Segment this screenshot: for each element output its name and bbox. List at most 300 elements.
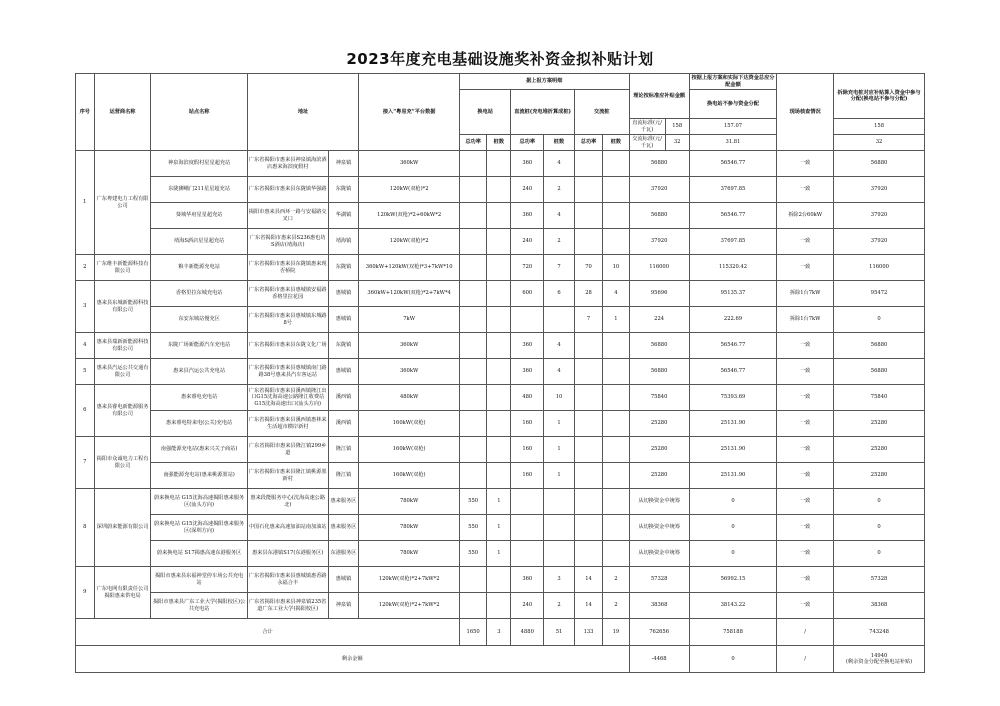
- remain-theory: -4468: [629, 646, 689, 673]
- alloc-cell: 56546.77: [689, 359, 777, 385]
- ac-power-cell: [574, 515, 602, 541]
- table-row: [76, 255, 925, 281]
- ac-power-cell: [574, 177, 602, 203]
- station-cell: 南强能源充电站(惠来桃源墨站): [151, 463, 247, 489]
- total-alloc: 758188: [689, 619, 777, 646]
- alloc-cell: 95135.37: [689, 281, 777, 307]
- col-plan-detail: 据上报方案明细: [459, 74, 629, 90]
- swap-power-cell: 550: [459, 541, 486, 567]
- ac-power-cell: 7: [574, 307, 602, 333]
- swap-power-cell: [459, 177, 486, 203]
- ac-std-amt: 31.81: [689, 135, 777, 151]
- final-cell: 0: [834, 515, 925, 541]
- ac-count-cell: 1: [603, 307, 629, 333]
- final-cell: 0: [834, 489, 925, 515]
- platform-cell: 120kW(双枪)*2+60kW*2: [359, 203, 460, 229]
- swap-power-cell: 550: [459, 489, 486, 515]
- ac-count-cell: [603, 359, 629, 385]
- col-dc: 直流桩(充电堆折算成桩): [511, 90, 574, 135]
- town-cell: 东陇镇: [328, 333, 359, 359]
- dc-power-cell: [511, 515, 544, 541]
- table-row: [76, 489, 925, 515]
- final-cell: 56880: [834, 333, 925, 359]
- swap-count-cell: 1: [487, 541, 511, 567]
- platform-cell: 160kW(双枪): [359, 463, 460, 489]
- seq-cell: 7: [76, 437, 95, 489]
- col-inspect: 现场核查情况: [777, 74, 834, 151]
- ac-count-cell: [603, 151, 629, 177]
- col-theory: 理论按标准应补贴金额: [629, 74, 689, 119]
- address-cell: 广东省揭阳市惠来县东陇镇华强路: [247, 177, 328, 203]
- address-cell: 广东省揭阳市惠来县惠城镇惠香路永福合丰: [247, 567, 328, 593]
- ac-count-cell: [603, 333, 629, 359]
- ac-count-cell: [603, 203, 629, 229]
- table-row: [76, 177, 925, 203]
- final-cell: 56880: [834, 151, 925, 177]
- town-cell: 惠城镇: [328, 281, 359, 307]
- inspect-cell: 一致: [777, 177, 834, 203]
- col-seq: 序号: [76, 74, 95, 151]
- town-cell: 神泉镇: [328, 593, 359, 619]
- dc-count-cell: 1: [544, 411, 575, 437]
- seq-cell: 3: [76, 281, 95, 333]
- subsidy-plan-table: [75, 73, 925, 673]
- ac-count-cell: 2: [603, 567, 629, 593]
- address-cell: 揭阳市惠来县西环一路与安福路交叉口: [247, 203, 328, 229]
- ac-power-cell: [574, 489, 602, 515]
- operator-cell: 广东维丰新能源科技有限公司: [94, 255, 151, 281]
- final-dc: 158: [834, 119, 925, 135]
- swap-power-cell: [459, 307, 486, 333]
- town-cell: 东陇镇: [328, 255, 359, 281]
- swap-count-cell: [487, 437, 511, 463]
- final-cell: 25280: [834, 437, 925, 463]
- address-cell: 广东省揭阳市惠来县惠城镇东城路8号: [247, 307, 328, 333]
- dc-power-cell: 360: [511, 567, 544, 593]
- total-ac-count: 19: [603, 619, 629, 646]
- final-cell: 95472: [834, 281, 925, 307]
- station-cell: 惠来睿电特来电(公关)充电站: [151, 411, 247, 437]
- theory-cell: 25280: [629, 463, 689, 489]
- dc-count-cell: 7: [544, 255, 575, 281]
- seq-cell: 9: [76, 567, 95, 619]
- dc-power-cell: [511, 541, 544, 567]
- swap-power-cell: [459, 567, 486, 593]
- address-cell: 广东省揭阳市惠来县神泉镇235省道广东工业大学(揭阳校区): [247, 593, 328, 619]
- final-cell: 75840: [834, 385, 925, 411]
- ac-count-cell: [603, 515, 629, 541]
- ac-power-cell: [574, 541, 602, 567]
- swap-power-cell: [459, 255, 486, 281]
- town-cell: 东陇镇: [328, 177, 359, 203]
- table-row: [76, 281, 925, 307]
- remain-inspect: /: [777, 646, 834, 673]
- total-ac-power: 133: [574, 619, 602, 646]
- alloc-cell: 56546.77: [689, 203, 777, 229]
- col-alloc: 按据上报方案和实际下达资金总应分配金额: [689, 74, 777, 90]
- dc-count-head: 桩数: [544, 135, 575, 151]
- theory-cell: 116000: [629, 255, 689, 281]
- table-row: [76, 359, 925, 385]
- theory-cell: 95696: [629, 281, 689, 307]
- swap-count-cell: [487, 203, 511, 229]
- alloc-cell: 75393.69: [689, 385, 777, 411]
- platform-cell: 360kW: [359, 359, 460, 385]
- table-row: [76, 333, 925, 359]
- ac-count-cell: 10: [603, 255, 629, 281]
- operator-cell: 广东电网有限责任公司揭阳惠来供电局: [94, 567, 151, 619]
- address-cell: 广东省揭阳市惠来县东陇镇惠来现否桥院: [247, 255, 328, 281]
- ac-count-cell: [603, 229, 629, 255]
- inspect-cell: 一致: [777, 567, 834, 593]
- table-row: [76, 567, 925, 593]
- ac-count-cell: [603, 489, 629, 515]
- operator-cell: 揭阳市众诚电力工程有限公司: [94, 437, 151, 489]
- swap-count-cell: [487, 307, 511, 333]
- dc-power-cell: 240: [511, 229, 544, 255]
- swap-count-head: 桩数: [487, 135, 511, 151]
- alloc-cell: 0: [689, 515, 777, 541]
- ac-count-cell: [603, 541, 629, 567]
- seq-cell: 1: [76, 151, 95, 255]
- town-cell: 惠城镇: [328, 567, 359, 593]
- swap-power-head: 总功率: [459, 135, 486, 151]
- ac-power-cell: 14: [574, 593, 602, 619]
- inspect-cell: 拆除1台7kW: [777, 281, 834, 307]
- town-cell: 华湖镇: [328, 203, 359, 229]
- remain-row: [76, 646, 925, 673]
- swap-power-cell: [459, 411, 486, 437]
- theory-cell: 从切换资金中统筹: [629, 541, 689, 567]
- ac-power-cell: [574, 411, 602, 437]
- platform-cell: 160kW(双枪): [359, 437, 460, 463]
- col-alloc-sub: 换电站不参与资金分配: [689, 90, 777, 119]
- dc-power-cell: 360: [511, 151, 544, 177]
- platform-cell: 360kW: [359, 333, 460, 359]
- alloc-cell: 0: [689, 489, 777, 515]
- theory-cell: 75840: [629, 385, 689, 411]
- total-row: [76, 619, 925, 646]
- swap-power-cell: [459, 281, 486, 307]
- ac-std-label: 交流标准(元/千瓦): [629, 135, 665, 151]
- ac-power-cell: [574, 437, 602, 463]
- ac-power-head: 总功率: [574, 135, 602, 151]
- dc-power-cell: 240: [511, 593, 544, 619]
- town-cell: 惠城镇: [328, 359, 359, 385]
- final-cell: 37920: [834, 177, 925, 203]
- station-cell: 东陇广场新能源汽车充电站: [151, 333, 247, 359]
- theory-cell: 25280: [629, 437, 689, 463]
- final-cell: 57328: [834, 567, 925, 593]
- town-cell: 惠城镇: [328, 307, 359, 333]
- theory-cell: 56880: [629, 151, 689, 177]
- inspect-cell: 一致: [777, 255, 834, 281]
- table-row: [76, 593, 925, 619]
- ac-power-cell: [574, 151, 602, 177]
- town-cell: 溪西镇: [328, 385, 359, 411]
- dc-count-cell: [544, 541, 575, 567]
- seq-cell: 4: [76, 333, 95, 359]
- address-cell: 广东省揭阳市惠来县惠城镇安福路香格里拉花园: [247, 281, 328, 307]
- ac-power-cell: [574, 203, 602, 229]
- table-row: [76, 411, 925, 437]
- operator-cell: 广东粤建电力工程有限公司: [94, 151, 151, 255]
- platform-cell: 360kW+120kW(双枪)*2+7kW*4: [359, 281, 460, 307]
- dc-count-cell: 4: [544, 333, 575, 359]
- remain-alloc: 0: [689, 646, 777, 673]
- ac-count-cell: [603, 385, 629, 411]
- ac-count-cell: 2: [603, 593, 629, 619]
- table-row: [76, 515, 925, 541]
- ac-power-cell: [574, 229, 602, 255]
- address-cell: 广东省揭阳市惠来县溪西镇隆江出口G15沈海高速公路隆江收费站G15沈海高速出口(汕头方向): [247, 385, 328, 411]
- total-swap-count: 3: [487, 619, 511, 646]
- theory-cell: 56880: [629, 359, 689, 385]
- swap-count-cell: [487, 385, 511, 411]
- alloc-cell: 115320.42: [689, 255, 777, 281]
- town-cell: 惠来服务区: [328, 515, 359, 541]
- inspect-cell: 一致: [777, 489, 834, 515]
- platform-cell: 160kW(双枪): [359, 411, 460, 437]
- table-row: [76, 385, 925, 411]
- ac-count-head: 桩数: [603, 135, 629, 151]
- final-cell: 0: [834, 307, 925, 333]
- inspect-cell: 一致: [777, 541, 834, 567]
- dc-count-cell: 2: [544, 593, 575, 619]
- ac-power-cell: 14: [574, 567, 602, 593]
- platform-cell: 480kW: [359, 385, 460, 411]
- header-row: [76, 74, 925, 90]
- seq-cell: 5: [76, 359, 95, 385]
- inspect-cell: 一致: [777, 229, 834, 255]
- theory-cell: 56880: [629, 333, 689, 359]
- swap-power-cell: [459, 229, 486, 255]
- swap-power-cell: [459, 203, 486, 229]
- operator-cell: 惠来县东城新能源科技有限公司: [94, 281, 151, 333]
- station-cell: 东安东城站慢充区: [151, 307, 247, 333]
- dc-power-cell: 160: [511, 437, 544, 463]
- ac-power-cell: [574, 359, 602, 385]
- theory-cell: 56880: [629, 203, 689, 229]
- station-cell: 东陇狮峨门211星星超充站: [151, 177, 247, 203]
- table-row: [76, 203, 925, 229]
- dc-power-cell: 360: [511, 359, 544, 385]
- swap-count-cell: [487, 281, 511, 307]
- inspect-cell: 一致: [777, 151, 834, 177]
- swap-count-cell: [487, 229, 511, 255]
- dc-power-cell: 360: [511, 333, 544, 359]
- address-cell: 惠来县东港镇S17(东港服务区): [247, 541, 328, 567]
- ac-count-cell: 4: [603, 281, 629, 307]
- town-cell: 神泉镇: [328, 151, 359, 177]
- theory-cell: 37920: [629, 229, 689, 255]
- col-operator: 运营商名称: [94, 74, 151, 151]
- total-label: 合计: [76, 619, 460, 646]
- platform-cell: 120kW(双枪)*2: [359, 229, 460, 255]
- dc-power-cell: [511, 307, 544, 333]
- alloc-cell: 25131.90: [689, 411, 777, 437]
- platform-cell: 360kW+120kW(双枪)*3+7kW*10: [359, 255, 460, 281]
- swap-power-cell: 550: [459, 515, 486, 541]
- final-cell: 0: [834, 541, 925, 567]
- platform-cell: 780kW: [359, 515, 460, 541]
- swap-power-cell: [459, 463, 486, 489]
- swap-count-cell: 1: [487, 515, 511, 541]
- station-cell: 葵城华府星星超充站: [151, 203, 247, 229]
- inspect-cell: 一致: [777, 359, 834, 385]
- theory-cell: 224: [629, 307, 689, 333]
- total-dc-power: 4880: [511, 619, 544, 646]
- station-cell: 惠来县汽运公共充电站: [151, 359, 247, 385]
- address-cell: 广东省揭阳市惠来县惠城镇南门路路38号惠来县汽车客运站: [247, 359, 328, 385]
- final-cell: 116000: [834, 255, 925, 281]
- inspect-cell: 一致: [777, 437, 834, 463]
- dc-power-cell: 160: [511, 411, 544, 437]
- swap-count-cell: [487, 593, 511, 619]
- dc-count-cell: [544, 515, 575, 541]
- table-row: [76, 307, 925, 333]
- inspect-cell: 拆除2台60kW: [777, 203, 834, 229]
- dc-power-cell: 720: [511, 255, 544, 281]
- table-row: [76, 541, 925, 567]
- col-platform: 接入“粤易充”平台数据: [359, 74, 460, 151]
- platform-cell: 120kW(双枪)*2+7kW*2: [359, 567, 460, 593]
- ac-count-cell: [603, 437, 629, 463]
- ac-power-cell: 70: [574, 255, 602, 281]
- swap-power-cell: [459, 359, 486, 385]
- inspect-cell: 一致: [777, 411, 834, 437]
- inspect-cell: 一致: [777, 463, 834, 489]
- final-cell: 37920: [834, 203, 925, 229]
- inspect-cell: 拆除1台7kW: [777, 307, 834, 333]
- station-cell: 南强能源充电站(惠来兴关子商站): [151, 437, 247, 463]
- final-cell: 37920: [834, 229, 925, 255]
- swap-power-cell: [459, 333, 486, 359]
- operator-cell: 惠来县汽运公共交通有限公司: [94, 359, 151, 385]
- station-cell: 蔚来换电站 G15沈海高速揭阳惠来服务区(深圳方向): [151, 515, 247, 541]
- ac-count-cell: [603, 411, 629, 437]
- station-cell: 蔚来换电站 G15沈海高速揭阳惠来服务区(汕头方向): [151, 489, 247, 515]
- ac-count-cell: [603, 177, 629, 203]
- theory-cell: 38368: [629, 593, 689, 619]
- platform-cell: 7kW: [359, 307, 460, 333]
- station-cell: 揭阳市惠来县东福神堂停车场公共充电站: [151, 567, 247, 593]
- alloc-cell: 56546.77: [689, 151, 777, 177]
- total-swap-power: 1650: [459, 619, 486, 646]
- town-cell: 惠来服务区: [328, 489, 359, 515]
- swap-count-cell: [487, 359, 511, 385]
- address-cell: 广东省揭阳市惠来县神泉镇海滨酒店惠来海滨度假村: [247, 151, 328, 177]
- total-theory: 762656: [629, 619, 689, 646]
- alloc-cell: 38143.22: [689, 593, 777, 619]
- final-cell: 38368: [834, 593, 925, 619]
- seq-cell: 8: [76, 489, 95, 567]
- station-cell: 香格里拉东城充电站: [151, 281, 247, 307]
- col-final: 拆除充电桩对应补贴算入资金中参与分配(换电站不参与分配): [834, 74, 925, 119]
- page-title: 2023年度充电基础设施奖补资金拟补贴计划: [346, 50, 654, 68]
- dc-count-cell: [544, 489, 575, 515]
- table-row: [76, 463, 925, 489]
- remain-final: 14940 (剩余资金分配至换电站补贴): [834, 646, 925, 673]
- col-station: 站点名称: [151, 74, 247, 151]
- platform-cell: 780kW: [359, 541, 460, 567]
- alloc-cell: 56546.77: [689, 333, 777, 359]
- operator-cell: 惠来县瑞新新能源科技有限公司: [94, 333, 151, 359]
- swap-count-cell: [487, 463, 511, 489]
- operator-cell: 惠来县睿电新能源服务有限公司: [94, 385, 151, 437]
- dc-std: 158: [665, 119, 689, 135]
- theory-cell: 25280: [629, 411, 689, 437]
- total-final: 743248: [834, 619, 925, 646]
- swap-power-cell: [459, 437, 486, 463]
- alloc-cell: 25131.90: [689, 463, 777, 489]
- address-cell: 广东省揭阳市惠来县溪西镇惠林来生活超市横岸新村: [247, 411, 328, 437]
- dc-count-cell: 4: [544, 203, 575, 229]
- ac-power-cell: 28: [574, 281, 602, 307]
- alloc-cell: 222.69: [689, 307, 777, 333]
- dc-power-head: 总功率: [511, 135, 544, 151]
- swap-power-cell: [459, 385, 486, 411]
- dc-count-cell: 1: [544, 463, 575, 489]
- operator-cell: 深圳蔚来能源有限公司: [94, 489, 151, 567]
- dc-count-cell: 2: [544, 229, 575, 255]
- total-inspect: /: [777, 619, 834, 646]
- ac-std: 32: [665, 135, 689, 151]
- dc-power-cell: 240: [511, 177, 544, 203]
- dc-count-cell: [544, 307, 575, 333]
- remain-label: 剩余金额: [76, 646, 630, 673]
- total-dc-count: 51: [544, 619, 575, 646]
- theory-cell: 37920: [629, 177, 689, 203]
- table-row: [76, 151, 925, 177]
- theory-cell: 57328: [629, 567, 689, 593]
- dc-count-cell: 6: [544, 281, 575, 307]
- ac-power-cell: [574, 333, 602, 359]
- col-address: 地址: [247, 74, 359, 151]
- ac-power-cell: [574, 463, 602, 489]
- dc-std-amt: 157.07: [689, 119, 777, 135]
- dc-count-cell: 2: [544, 177, 575, 203]
- ac-count-cell: [603, 463, 629, 489]
- town-cell: 隆江镇: [328, 463, 359, 489]
- swap-count-cell: 1: [487, 489, 511, 515]
- alloc-cell: 37697.85: [689, 177, 777, 203]
- theory-cell: 从切换资金中统筹: [629, 515, 689, 541]
- swap-count-cell: [487, 333, 511, 359]
- table-row: [76, 229, 925, 255]
- alloc-cell: 56992.15: [689, 567, 777, 593]
- dc-power-cell: 600: [511, 281, 544, 307]
- station-cell: 粮丰新能源充电站: [151, 255, 247, 281]
- station-cell: 揭阳市惠来县广东工业大学(揭阳校区)公共充电站: [151, 593, 247, 619]
- final-cell: 25280: [834, 463, 925, 489]
- dc-power-cell: 360: [511, 203, 544, 229]
- town-cell: 东港服务区: [328, 541, 359, 567]
- address-cell: 广东省揭阳市惠来县东陇文化广场: [247, 333, 328, 359]
- station-cell: 惠来睿电充电站: [151, 385, 247, 411]
- final-ac: 32: [834, 135, 925, 151]
- station-cell: 蔚来换电站 S17揭惠高速东港服务区: [151, 541, 247, 567]
- swap-count-cell: [487, 177, 511, 203]
- inspect-cell: 一致: [777, 515, 834, 541]
- alloc-cell: 25131.90: [689, 437, 777, 463]
- table-body: [76, 151, 925, 619]
- platform-cell: 780kW: [359, 489, 460, 515]
- address-cell: 广东省揭阳市惠来县S236惠也坊S酒店(靖海店): [247, 229, 328, 255]
- swap-count-cell: [487, 567, 511, 593]
- swap-count-cell: [487, 255, 511, 281]
- address-cell: 惠来段能服务中心(沈海高速公路北): [247, 489, 328, 515]
